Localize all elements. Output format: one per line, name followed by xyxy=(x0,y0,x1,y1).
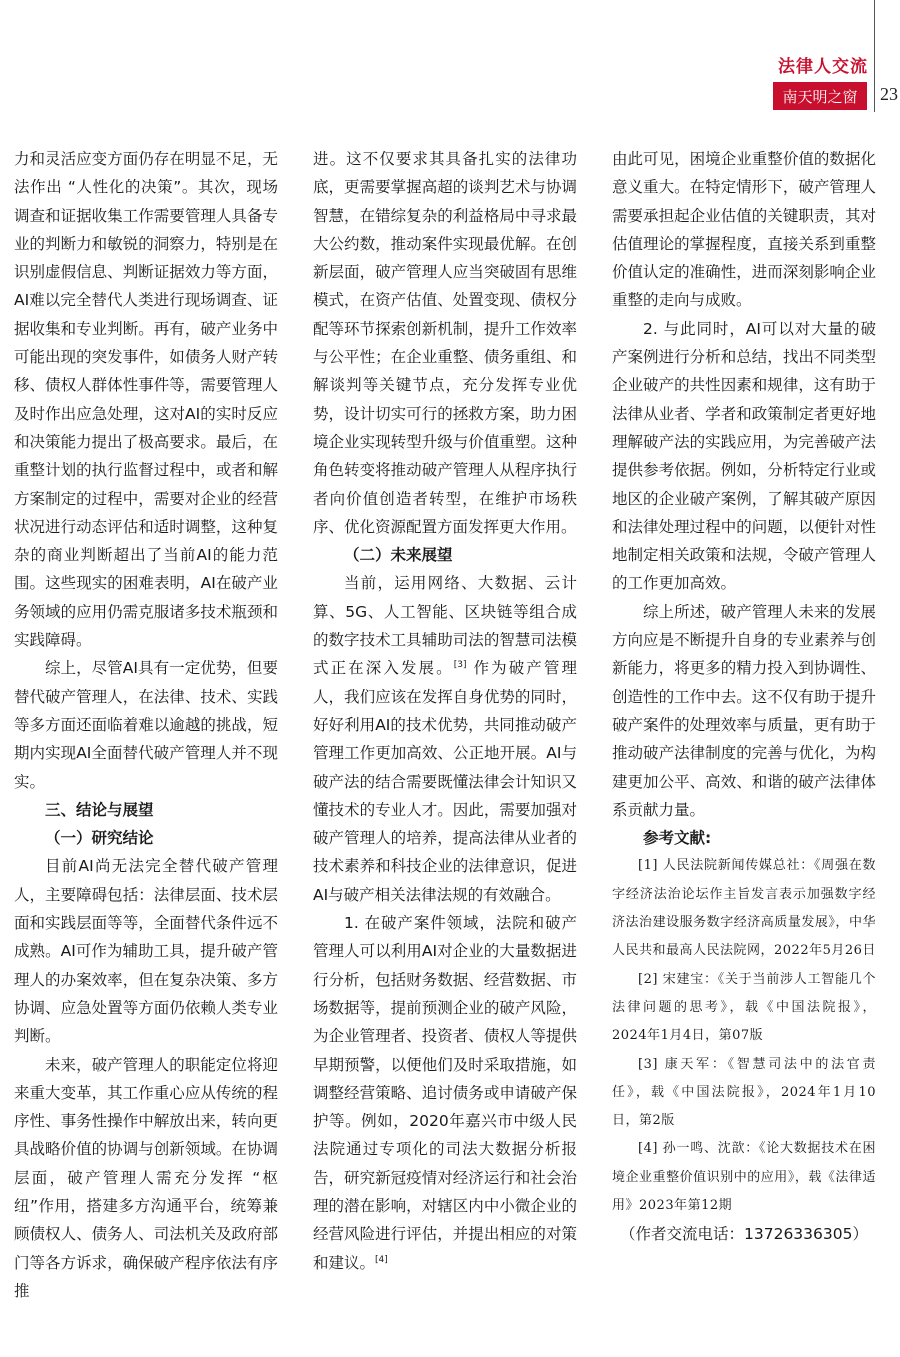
footnote-ref: [4] xyxy=(375,1254,388,1265)
section-heading: 三、结论与展望 xyxy=(45,800,154,819)
references-heading: 参考文献: xyxy=(643,829,712,848)
reference-item: [1] 人民法院新闻传媒总社：《周强在数字经济法治论坛作主旨发言表示加强数字经济法治建设服务数字经济高质量发展》，中华人民共和最高人民法院网，2022年5月26日 xyxy=(612,858,876,959)
paragraph: 2. 与此同时，AI可以对大量的破产案例进行分析和总结，找出不同类型企业破产的共性因素和规律，这有助于法律从业者、学者和政策制定者更好地理解破产法的实践应用，为完善破产法提供参考依据。例如，分析特定行业或地区的企业破产案例，了解其破产原因和法律处理过程中的问题，以便针对性地制定相关政策和法规，令破产管理人的工作更加高效。 xyxy=(612,319,876,593)
paragraph xyxy=(313,569,577,909)
paragraph: 目前AI尚无法完全替代破产管理人，主要障碍包括：法律层面、技术层面和实践层面等等，全面替代条件远不成熟。AI可作为辅助工具，提升破产管理人的办案效率，但在复杂决策、多方协调、应急处置等方面仍依赖人类专业判断。 xyxy=(14,857,278,1046)
reference-item: [2] 宋建宝：《关于当前涉人工智能几个法律问题的思考》，载《中国法院报》，2024年1月4日，第07版 xyxy=(612,971,876,1044)
page-number: 23 xyxy=(880,84,898,104)
paragraph: 力和灵活应变方面仍存在明显不足，无法作出 “人性化的决策”。其次，现场调查和证据收集工作需要管理人具备专业的判断力和敏锐的洞察力，特别是在识别虚假信息、判断证据效力等方面，AI难以完全替代人类进行现场调查、证据收集和专业判断。再有，破产业务中可能出现的突发事件，如债务人财产转移、债权人群体性事件等，需要管理人及时作出应急处理，这对AI的实时反应和决策能力提出了极高要求。最后，在重整计划的执行监督过程中，或者和解方案制定的过程中，需要对企业的经营状况进行动态评估和适时调整，这种复杂的商业判断超出了当前AI的能力范围。这些现实的困难表明，AI在破产业务领域的应用仍需克服诸多技术瓶颈和实践障碍。 xyxy=(14,150,278,650)
paragraph: 综上所述，破产管理人未来的发展方向应是不断提升自身的专业素养与创新能力，将更多的精力投入到协调性、创造性的工作中去。这不仅有助于提升破产案件的处理效率与质量，更有助于推动破产法律制度的完善与优化，为构建更加公平、高效、和谐的破产法律体系贡献力量。 xyxy=(612,602,876,819)
author-contact: （作者交流电话：13726336305） xyxy=(620,1225,868,1244)
subsection-heading: （二）未来展望 xyxy=(344,546,453,565)
subsection-heading: （一）研究结论 xyxy=(45,829,154,848)
paragraph-text: 作为破产管理人，我们应该在发挥自身优势的同时，好好利用AI的技术优势，共同推动破产管理工作更加高效、公正地开展。AI与破产法的结合需要既懂法律会计知识又懂技术的专业人才。因此，需要加强对破产管理人的培养，提高法律从业者的技术素养和科技企业的法律意识，促进AI与破产相关法律法规的有效融合。 xyxy=(313,659,577,904)
column-2 xyxy=(313,145,577,1277)
paragraph-text: 当前，运用网络、大数据、云计算、5G、人工智能、区块链等组合成的数字技术工具辅助司法的智慧司法模式正在深入发展。 xyxy=(313,574,577,678)
footnote-ref: [3] xyxy=(453,660,467,671)
column-1 xyxy=(14,145,278,1305)
paragraph: 进。这不仅要求其具备扎实的法律功底，更需要掌握高超的谈判艺术与协调智慧，在错综复杂的利益格局中寻求最大公约数，推动案件实现最优解。在创新层面，破产管理人应当突破固有思维模式，在资产估值、处置变现、债权分配等环节探索创新机制，提升工作效率与公平性；在企业重整、债务重组、和解谈判等关键节点，充分发挥专业优势，设计切实可行的拯救方案，助力困境企业实现转型升级与价值重塑。这种角色转变将推动破产管理人从程序执行者向价值创造者转型，在维护市场秩序、优化资源配置方面发挥更大作用。 xyxy=(313,150,577,536)
paragraph: 未来，破产管理人的职能定位将迎来重大变革，其工作重心应从传统的程序性、事务性操作中解放出来，转向更具战略价值的协调与创新领域。在协调层面，破产管理人需充分发挥 “枢纽”作用，搭建多方沟通平台，统筹兼顾债权人、债务人、司法机关及政府部门等各方诉求，确保破产程序依法有序推 xyxy=(14,1055,278,1300)
paragraph: 综上，尽管AI具有一定优势，但要替代破产管理人，在法律、技术、实践等多方面还面临着难以逾越的挑战，短期内实现AI全面替代破产管理人并不现实。 xyxy=(14,659,278,791)
reference-item: [4] 孙一鸣、沈歆：《论大数据技术在困境企业重整价值识别中的应用》，载《法律适用》2023年第12期 xyxy=(612,1141,876,1213)
paragraph xyxy=(313,909,577,1277)
paragraph-text: 1. 在破产案件领域，法院和破产管理人可以利用AI对企业的大量数据进行分析，包括财务数据、经营数据、市场数据等，提前预测企业的破产风险，为企业管理者、投资者、债权人等提供早期预警，以便他们及时采取措施，如调整经营策略、追讨债务或申请破产保护等。例如，2020年嘉兴市中级人民法院通过专项化的司法大数据分析报告，研究新冠疫情对经济运行和社会治理的潜在影响，对辖区内中小微企业的经营风险进行评估，并提出相应的对策和建议。 xyxy=(313,914,577,1272)
header-divider xyxy=(874,0,875,112)
column-3 xyxy=(612,145,876,1249)
reference-item: [3] 康天军：《智慧司法中的法官责任》，载《中国法院报》，2024年1月10日，第2版 xyxy=(612,1056,876,1129)
column-badge: 南天明之窗 xyxy=(773,82,867,110)
paragraph: 由此可见，困境企业重整价值的数据化意义重大。在特定情形下，破产管理人需要承担起企业估值的关键职责，其对估值理论的掌握程度，直接关系到重整价值认定的准确性，进而深刻影响企业重整的走向与成败。 xyxy=(612,150,876,310)
section-title: 法律人交流 xyxy=(778,57,868,77)
